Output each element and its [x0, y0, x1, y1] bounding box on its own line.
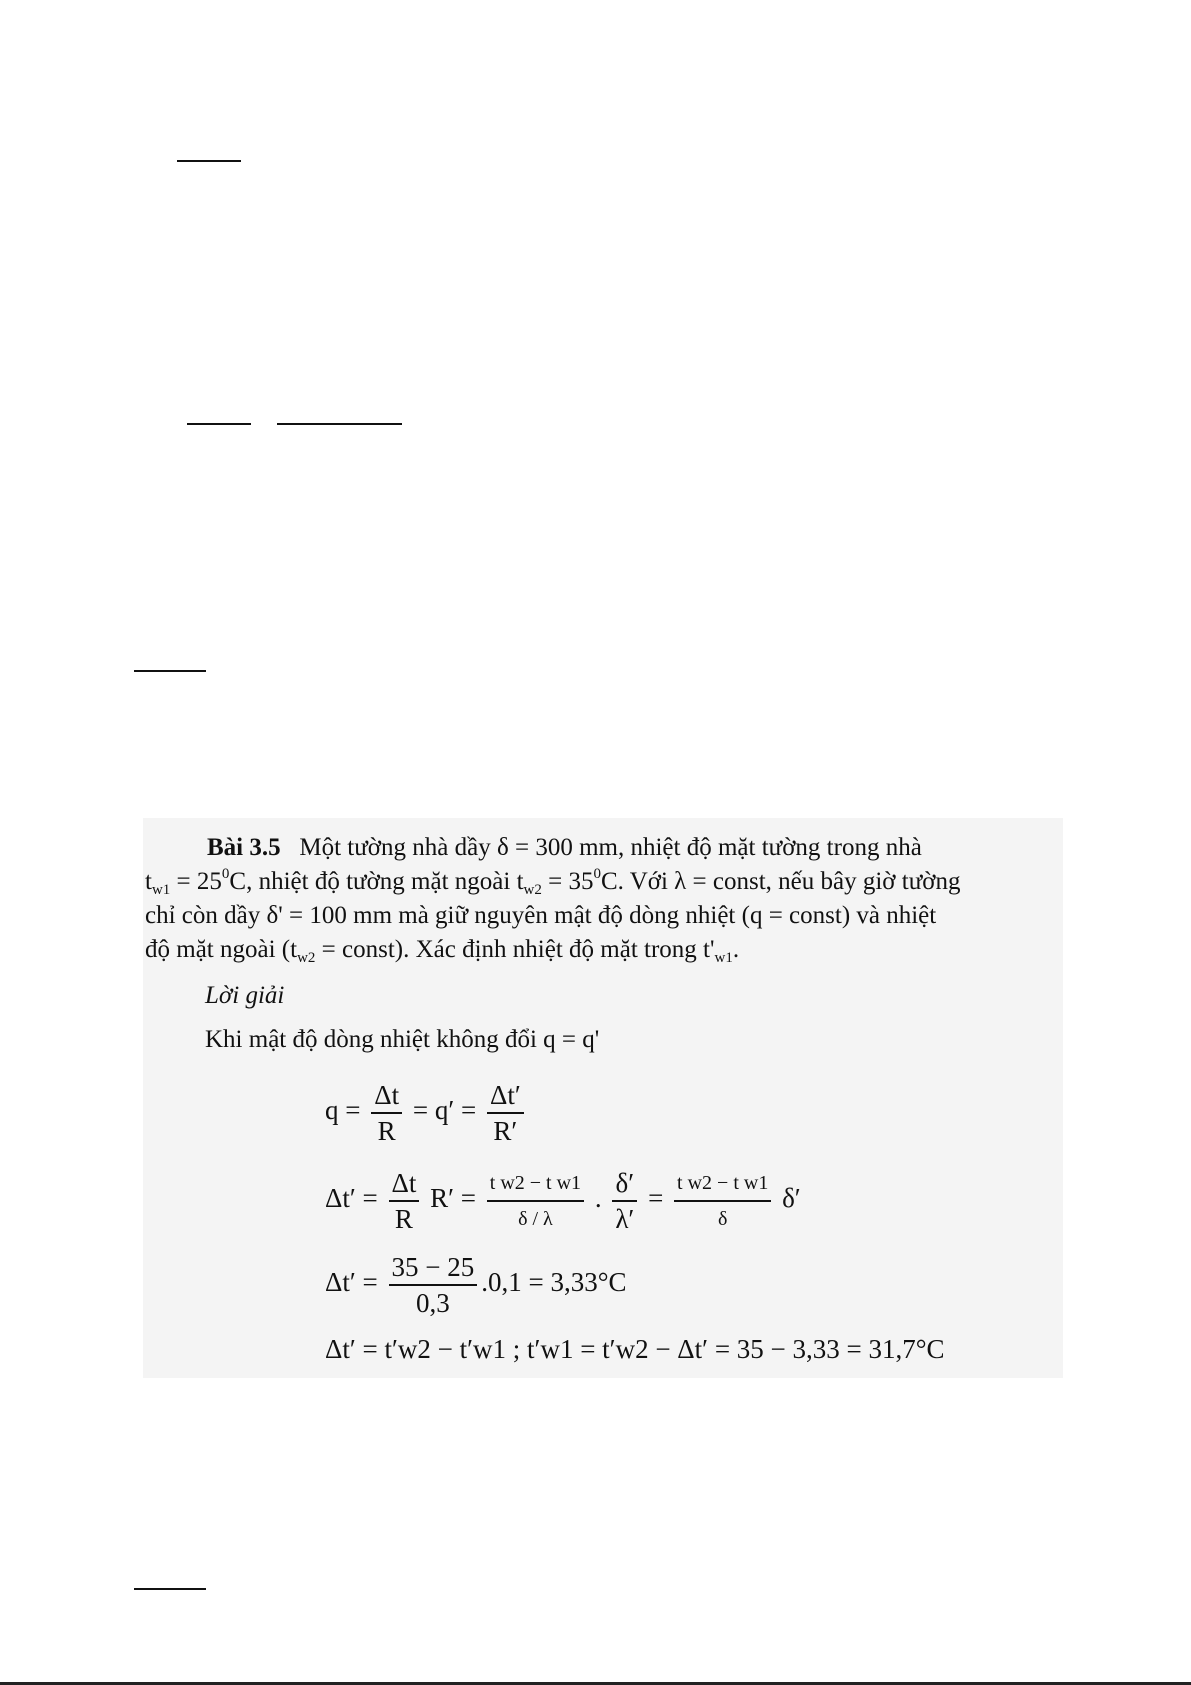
problem-line-1: Bài 3.5 Một tường nhà dầy δ = 300 mm, nhiệt độ mặt tường trong nhà — [207, 834, 922, 861]
fraction: $\frac{\Delta t}{R}$ — [389, 1166, 420, 1236]
fraction: $\frac{\text{t w2 − t w1}}{\delta}$ — [674, 1166, 771, 1236]
equation-4: Δt′ = t′w2 − t′w1 ; t′w1 = t′w2 − Δt′ = 35 − 3,33 = 31,7°C — [325, 1334, 945, 1364]
solution-intro: Khi mật độ dòng nhiệt không đổi q = q' — [205, 1026, 600, 1053]
equation-3: Δt′ = $\frac{35 - 25}{0,3}$ .0,1 = 3,33°C — [325, 1252, 627, 1318]
rule-bottom — [134, 1588, 206, 1590]
equation-2: Δt′ = $\frac{\Delta t}{R}$ R′ = $\frac{\text{t w2 − t w1}}{\delta / \lambda}$ . $\frac{\delta'}{\lambda'}$ = $\frac{\text{t w2 − t w1}}{\delta}$ δ′ — [325, 1168, 801, 1234]
fraction: $\frac{\Delta t'}{R'}$ — [487, 1078, 524, 1148]
problem-line-4: độ mặt ngoài ($t_{w2}$ = const). Xác định nhiệt độ mặt trong $t'_{w1}$. — [145, 936, 740, 966]
equation-1: q = $\frac{\Delta t}{R}$ = q′ = $\frac{\Delta t'}{R'}$ — [325, 1078, 528, 1148]
rule-mid-b — [277, 423, 402, 425]
fraction: $\frac{\delta'}{\lambda'}$ — [612, 1166, 637, 1236]
rule-top — [177, 160, 241, 162]
rule-left — [134, 670, 206, 672]
problem-line-2: $t_{w1} = 25^0C$, nhiệt độ tường mặt ngoài $t_{w2} = 35^0C$. Với λ = const, nếu bây giờ tường — [145, 866, 961, 898]
fraction: $\frac{\text{t w2 − t w1}}{\delta / \lambda}$ — [487, 1166, 584, 1236]
fraction: $\frac{35 - 25}{0,3}$ — [389, 1250, 478, 1320]
solution-heading: Lời giải — [205, 982, 285, 1009]
fraction: $\frac{\Delta t}{R}$ — [371, 1078, 402, 1148]
problem-line-3: chỉ còn dầy δ' = 100 mm mà giữ nguyên mật độ dòng nhiệt (q = const) và nhiệt — [145, 902, 937, 929]
rule-mid-a — [187, 423, 251, 425]
problem-title: Bài 3.5 — [207, 834, 281, 861]
